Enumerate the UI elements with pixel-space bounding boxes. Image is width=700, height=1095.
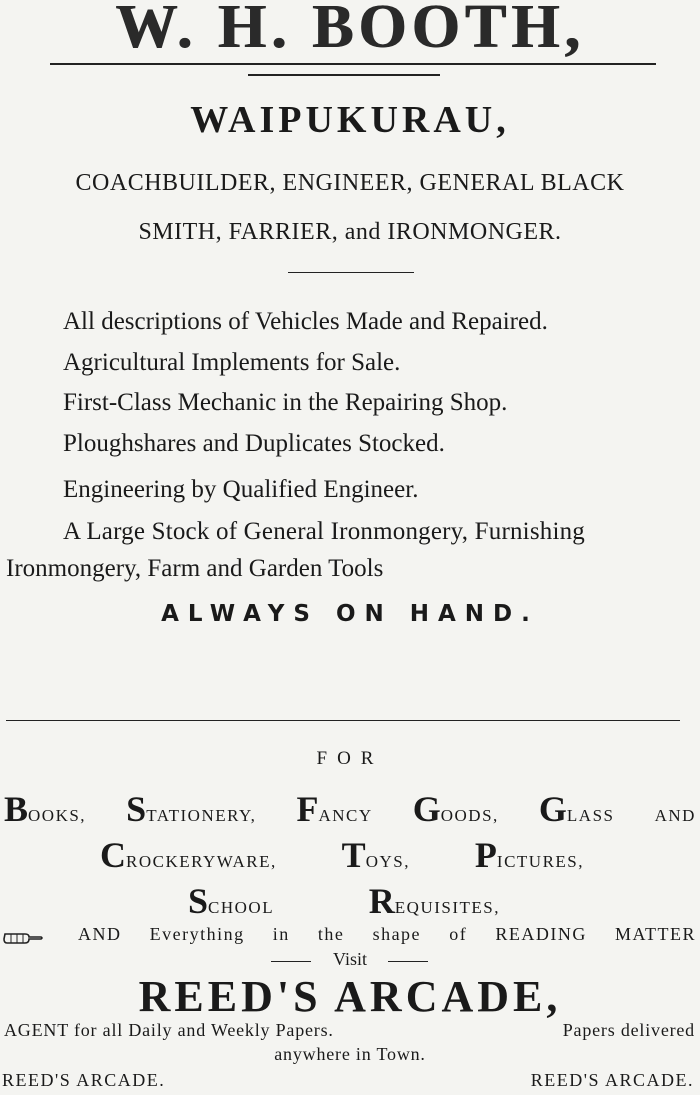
goods-item: STATIONERY, [126,789,257,829]
for-label: FOR [316,748,384,769]
goods-line-3 [188,880,500,922]
goods-line-2 [100,834,584,876]
service-line: Engineering by Qualified Engineer. [63,476,419,503]
always-on-hand-banner: ALWAYS ON HAND. [161,601,539,627]
heading-rule-upper [50,63,656,65]
goods-item: REQUISITES, [368,881,500,921]
footer-left: REED'S ARCADE. [2,1070,166,1090]
heading-rule-lower [248,74,440,76]
trade-line-1: COACHBUILDER, ENGINEER, GENERAL BLACK [75,170,625,196]
visit-dash-right [388,961,428,962]
service-line: All descriptions of Vehicles Made and Repaired. [63,308,548,335]
goods-item: CROCKERYWARE, [100,835,277,875]
service-line: First-Class Mechanic in the Repairing Shop. [63,389,508,416]
visit-label: Visit [333,949,367,969]
reading-word: the [317,924,345,944]
reading-word: of [449,924,468,944]
goods-item: SCHOOL [188,881,275,921]
reading-word: MATTER [614,924,696,944]
reading-word: Everything [149,924,245,944]
goods-item: GLASS [538,789,615,829]
service-line: Agricultural Implements for Sale. [63,349,401,376]
reading-word: in [272,924,290,944]
goods-item: TOYS, [341,835,410,875]
booth-name-heading: W. H. BOOTH, [115,0,585,61]
advert-separator-rule [6,720,680,721]
goods-item: PICTURES, [474,835,584,875]
goods-item: FANCY [296,789,373,829]
reading-matter-line [78,924,696,945]
anywhere-in-town-line: anywhere in Town. [274,1044,426,1064]
service-line: Ploughshares and Duplicates Stocked. [63,430,445,457]
reading-word: AND [78,924,122,944]
reeds-arcade-heading: REED'S ARCADE, [138,972,562,1021]
footer-right: REED'S ARCADE. [530,1070,694,1090]
section-divider-short [288,272,414,273]
reading-word: READING [495,924,587,944]
goods-item: GOODS, [412,789,499,829]
town-heading: WAIPUKURAU, [190,99,510,141]
papers-delivered-line: Papers delivered [562,1020,695,1040]
reading-word: shape [372,924,422,944]
goods-line-1 [4,788,696,830]
agent-line: AGENT for all Daily and Weekly Papers. [4,1020,334,1040]
service-line: A Large Stock of General Ironmongery, Furnishing [63,518,585,545]
goods-item: AND [654,806,696,825]
service-line: Ironmongery, Farm and Garden Tools [6,555,384,582]
pointing-hand-icon [3,929,43,947]
trade-line-2: SMITH, FARRIER, and IRONMONGER. [138,219,562,245]
goods-item: BOOKS, [4,789,87,829]
